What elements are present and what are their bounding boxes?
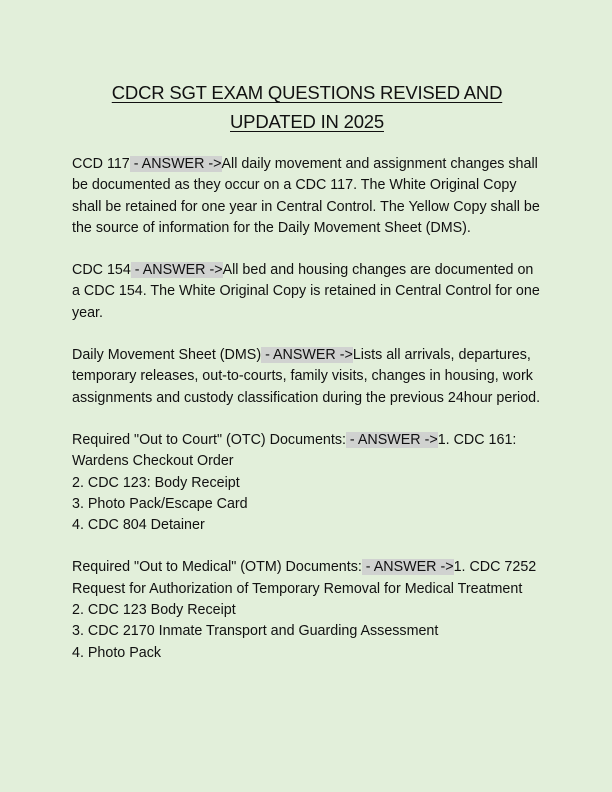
list-item: 3. CDC 2170 Inmate Transport and Guarding Assessment — [72, 623, 439, 640]
answer-tag: - ANSWER -> — [261, 347, 353, 364]
question: Daily Movement Sheet (DMS) — [72, 347, 262, 364]
answer: All bed and housing changes are documented on a CDC 154. The White Original Copy is retained in Central Control for one year. — [72, 262, 540, 321]
question: Required "Out to Court" (OTC) Documents: — [72, 431, 346, 448]
qa-text — [72, 345, 542, 409]
qa-entry-otm — [72, 557, 542, 663]
answer: 1. CDC 7252 Request for Authorization of Temporary Removal for Medical Treatment — [72, 559, 537, 597]
answer-tag: - ANSWER -> — [361, 559, 454, 576]
qa-entry-dms — [72, 345, 542, 409]
qa-entry-otc — [72, 430, 542, 536]
answer-tag: - ANSWER -> — [130, 262, 223, 279]
list-item: 2. CDC 123: Body Receipt — [72, 474, 240, 491]
list-item: 4. Photo Pack — [72, 644, 162, 661]
qa-entry-ccd-117 — [72, 154, 542, 239]
answer-tag: - ANSWER -> — [129, 156, 222, 172]
list-item: 3. Photo Pack/Escape Card — [72, 495, 248, 512]
answer: All daily movement and assignment changes shall be documented as they occur on a CDC 117. The White Original Copy shall be retained for one year in Central Control. The Yellow Copy shall be the source of information for the Daily Movement Sheet (DMS). — [72, 156, 540, 236]
qa-text — [72, 430, 542, 473]
list-item: 4. CDC 804 Detainer — [72, 517, 205, 534]
qa-text — [72, 154, 542, 239]
qa-text — [72, 260, 542, 324]
qa-text — [72, 557, 542, 600]
answer: 1. CDC 161: Wardens Checkout Order — [72, 431, 517, 470]
answer: Lists all arrivals, departures, temporary releases, out-to-courts, family visits, changes in housing, work assignments and custody classification during the previous 24hour period. — [72, 347, 541, 406]
answer-tag: - ANSWER -> — [345, 431, 438, 448]
qa-entry-cdc-154 — [72, 260, 542, 324]
question: CDC 154 — [72, 262, 131, 279]
list-item: 2. CDC 123 Body Receipt — [72, 602, 236, 619]
question: CCD 117 — [72, 156, 130, 172]
question: Required "Out to Medical" (OTM) Documents: — [72, 559, 362, 576]
page-title: CDCR SGT EXAM QUESTIONS REVISED AND UPDATED IN 2025 — [111, 82, 503, 132]
